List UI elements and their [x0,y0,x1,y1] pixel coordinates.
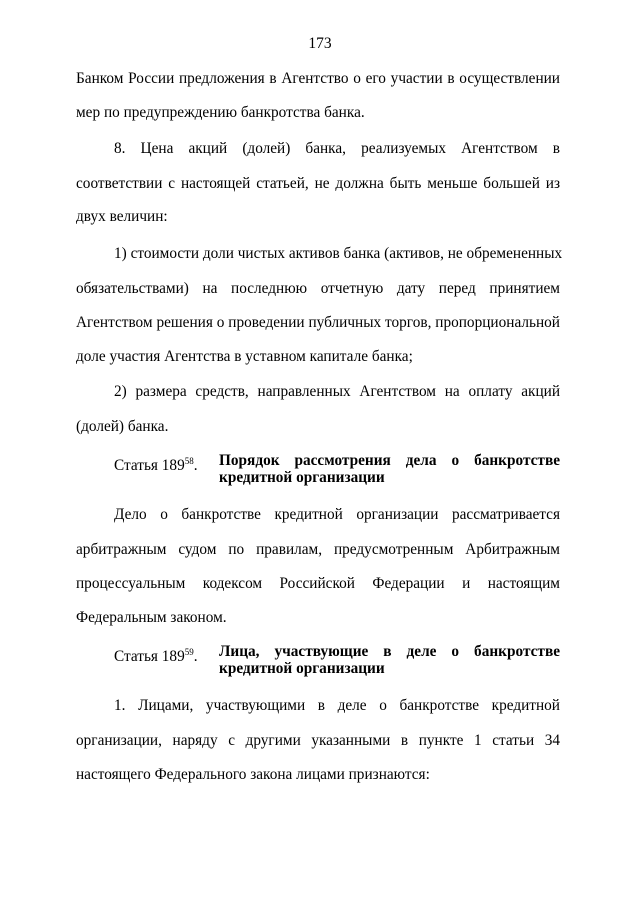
text-line: 8. Цена акций (долей) банка, реализуемых Агентством в [114,140,560,157]
text-line: арбитражным судом по правилам, предусмотренным Арбитражным [76,541,560,558]
text-line: доле участия Агентства в уставном капитале банка; [76,348,413,365]
text-line: настоящего Федерального закона лицами признаются: [76,766,430,783]
text-line: процессуальным кодексом Российской Федерации и настоящим [76,575,560,592]
text-line: обязательствами) на последнюю отчетную дату перед принятием [76,280,560,297]
text-line: Агентством решения о проведении публичных торгов, пропорциональной [76,314,560,331]
text-line: Федеральным законом. [76,609,227,626]
article-title [219,452,560,486]
article-label: Статья $189^{59}$. [114,647,198,665]
text-line: двух величин: [76,208,168,225]
article-title-line: кредитной организации [219,469,385,486]
text-line: организации, наряду с другими указанными в пункте 1 статьи 34 [76,732,560,749]
article-label: Статья $189^{58}$. [114,456,198,474]
article-title-line: кредитной организации [219,660,385,677]
text-line: Банком России предложения в Агентство о его участии в осуществлении [76,70,560,87]
text-line: 1) стоимости доли чистых активов банка (активов, не обремененных [114,245,563,262]
text-line: соответствии с настоящей статьей, не должна быть меньше большей из [76,175,560,192]
article-title-line: Порядок рассмотрения дела о банкротстве [219,452,560,469]
text-line: (долей) банка. [76,418,169,435]
article-title [219,643,560,677]
text-line: мер по предупреждению банкротства банка. [76,104,365,121]
text-line: 2) размера средств, направленных Агентством на оплату акций [114,383,560,400]
text-line: Дело о банкротстве кредитной организации рассматривается [114,506,560,523]
page-number: 173 [308,35,332,52]
article-title-line: Лица, участвующие в деле о банкротстве [219,643,560,660]
text-line: 1. Лицами, участвующими в деле о банкротстве кредитной [114,697,560,714]
